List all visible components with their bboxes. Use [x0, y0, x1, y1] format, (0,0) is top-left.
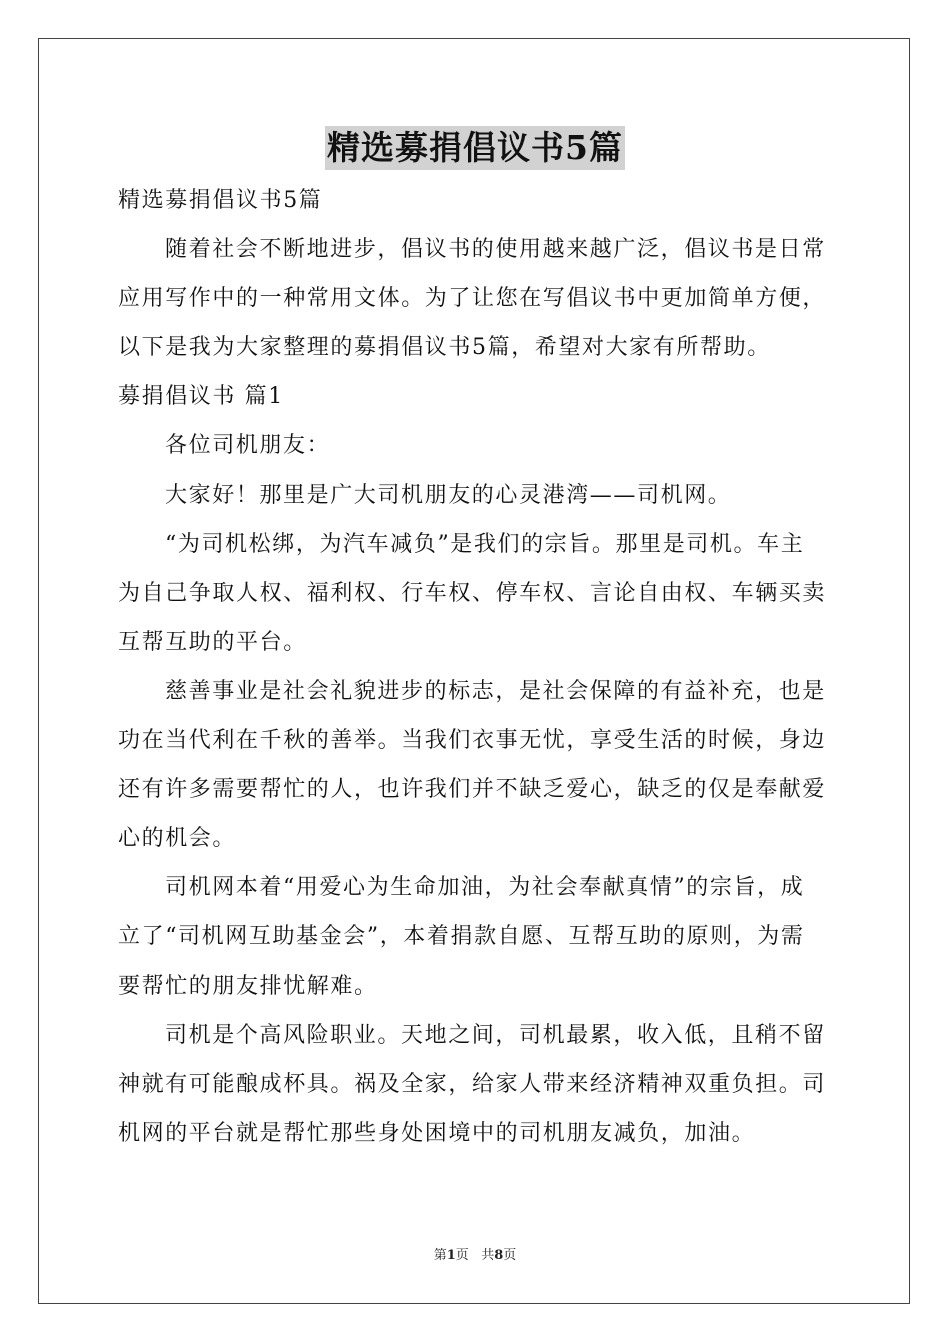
paragraph-line: 机网的平台就是帮忙那些身处困境中的司机朋友减负，加油。	[118, 1120, 756, 1146]
paragraph-line: 要帮忙的朋友排忧解难。	[118, 973, 378, 999]
salutation-line: 各位司机朋友：	[165, 433, 331, 459]
paragraph-line: 司机网本着“用爱心为生命加油，为社会奉献真情”的宗旨，成	[165, 875, 805, 901]
total-prefix: 共	[481, 1248, 495, 1263]
section-heading: 募捐倡议书 篇1	[118, 384, 284, 410]
page-suffix: 页	[455, 1248, 469, 1263]
paragraph-line: 功在当代利在千秋的善举。当我们衣事无忧，享受生活的时候，身边	[118, 728, 827, 754]
paragraph-line: 随着社会不断地进步，倡议书的使用越来越广泛，倡议书是日常	[165, 237, 826, 263]
page-number: 1	[446, 1248, 456, 1263]
total-suffix: 页	[503, 1248, 517, 1263]
paragraph-line: 应用写作中的一种常用文体。为了让您在写倡议书中更加简单方便，	[118, 286, 827, 312]
paragraph-line: 立了“司机网互助基金会”，本着捐款自愿、互帮互助的原则，为需	[118, 924, 805, 950]
paragraph-line: 神就有可能酿成杯具。祸及全家，给家人带来经济精神双重负担。司	[118, 1071, 827, 1097]
subtitle-line: 精选募捐倡议书5篇	[118, 188, 323, 213]
document-title: 精选募捐倡议书5篇	[325, 126, 625, 170]
paragraph-line: 司机是个高风险职业。天地之间，司机最累，收入低，且稍不留	[165, 1022, 826, 1048]
title-area	[0, 126, 950, 170]
page-prefix: 第	[433, 1248, 447, 1263]
paragraph-line: 大家好！那里是广大司机朋友的心灵港湾——司机网。	[165, 482, 732, 508]
paragraph-line: 还有许多需要帮忙的人，也许我们并不缺乏爱心，缺乏的仅是奉献爱	[118, 777, 827, 803]
paragraph-line: 慈善事业是社会礼貌进步的标志，是社会保障的有益补充，也是	[165, 678, 826, 704]
document-body	[118, 176, 836, 1158]
paragraph-line: 以下是我为大家整理的募捐倡议书5篇，希望对大家有所帮助。	[118, 335, 771, 361]
page-footer	[0, 1246, 950, 1266]
paragraph-line: 为自己争取人权、福利权、行车权、停车权、言论自由权、车辆买卖	[118, 580, 827, 606]
paragraph-line: “为司机松绑，为汽车减负”是我们的宗旨。那里是司机。车主	[165, 531, 805, 557]
total-pages: 8	[494, 1248, 504, 1263]
paragraph-line: 互帮互助的平台。	[118, 629, 307, 655]
paragraph-line: 心的机会。	[118, 826, 237, 852]
